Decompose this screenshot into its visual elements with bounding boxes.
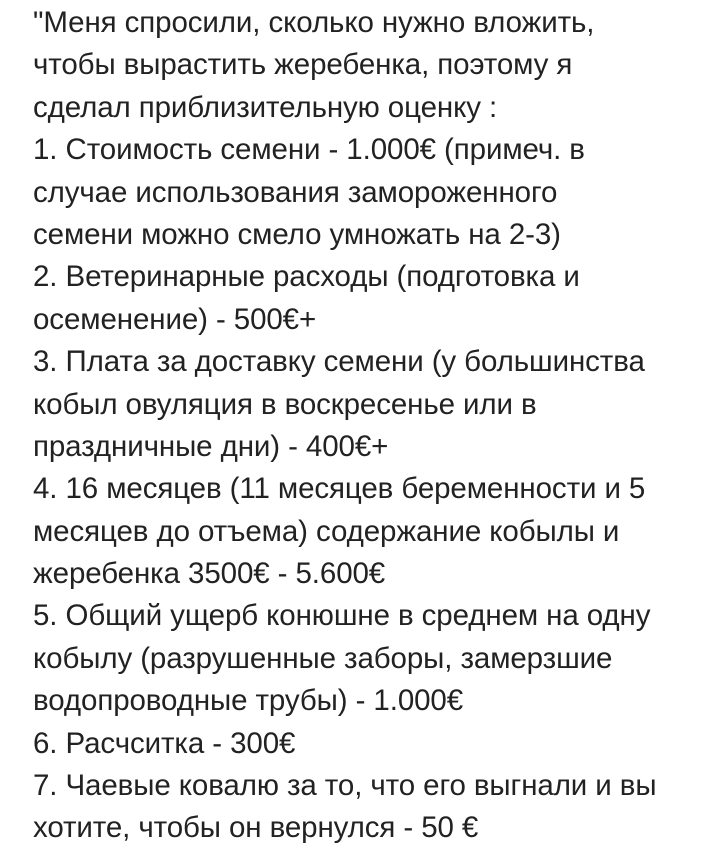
text-line: 2. Ветеринарные расходы (подготовка и	[33, 260, 580, 294]
text-line: жеребенка 3500€ - 5.600€	[33, 557, 386, 591]
text-line: кобылу (разрушенные заборы, замерзшие	[33, 641, 613, 675]
text-line: водопроводные трубы) - 1.000€	[33, 684, 464, 718]
post-text	[33, 2, 705, 850]
text-line: случае использования замороженного	[33, 175, 558, 209]
text-line: 1. Стоимость семени - 1.000€ (примеч. в	[33, 133, 585, 167]
text-line: "Меня спросили, сколько нужно вложить,	[33, 6, 595, 39]
text-line: сделал приблизительную оценку :	[33, 90, 498, 124]
text-line: хотите, чтобы он вернулся - 50 €	[33, 811, 479, 845]
text-line: семени можно смело умножать на 2-3)	[33, 217, 561, 251]
text-line: кобыл овуляция в воскресенье или в	[33, 387, 537, 421]
text-line: праздничные дни) - 400€+	[33, 429, 389, 463]
text-line: 6. Расчситка - 300€	[33, 726, 296, 760]
text-line: 5. Общий ущерб конюшне в среднем на одну	[33, 599, 651, 633]
text-line: 4. 16 месяцев (11 месяцев беременности и 5	[33, 472, 646, 506]
text-line: осеменение) - 500€+	[33, 302, 317, 336]
text-line: чтобы вырастить жеребенка, поэтому я	[33, 48, 573, 82]
text-line: месяцев до отъема) содержание кобылы и	[33, 514, 620, 548]
text-line: 7. Чаевые ковалю за то, что его выгнали и вы	[33, 769, 657, 803]
text-line: 3. Плата за доставку семени (у большинства	[33, 345, 645, 379]
